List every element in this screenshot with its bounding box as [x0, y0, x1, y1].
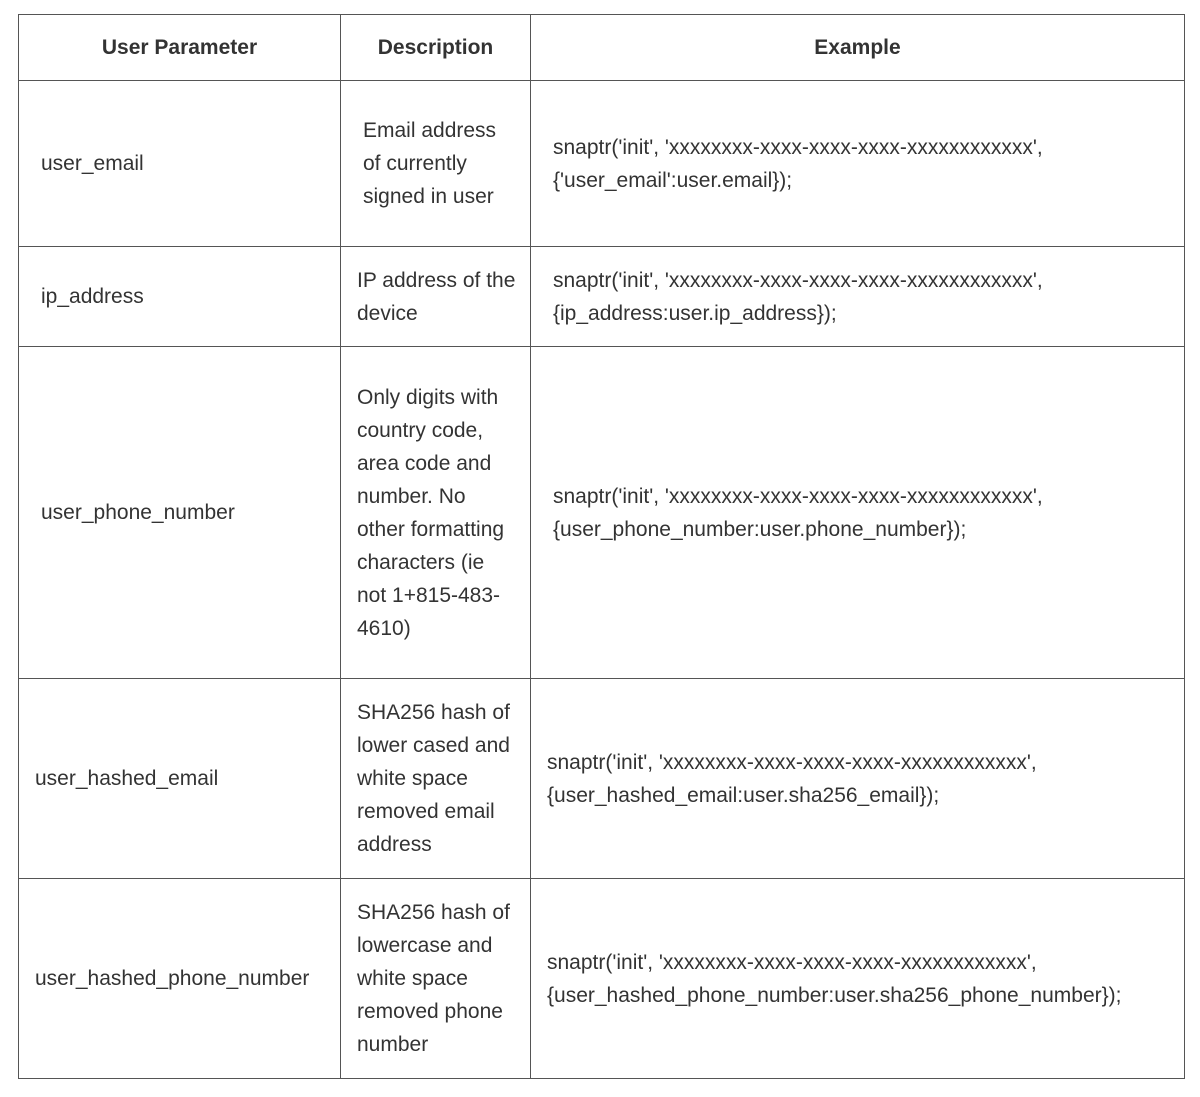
- example-line: snaptr('init', 'xxxxxxxx-xxxx-xxxx-xxxx-xxxxxxxxxxxx',: [547, 750, 1037, 774]
- example-line: {ip_address:user.ip_address});: [553, 301, 837, 325]
- example-line: snaptr('init', 'xxxxxxxx-xxxx-xxxx-xxxx-xxxxxxxxxxxx',: [553, 484, 1043, 508]
- param-example: [531, 81, 1185, 247]
- param-description: Email address of currently signed in user: [341, 81, 531, 247]
- example-line: snaptr('init', 'xxxxxxxx-xxxx-xxxx-xxxx-xxxxxxxxxxxx',: [547, 950, 1037, 974]
- example-line: {user_hashed_email:user.sha256_email});: [547, 783, 940, 807]
- param-name: user_hashed_phone_number: [19, 879, 341, 1079]
- table-row: [19, 247, 1185, 347]
- example-line: {user_hashed_phone_number:user.sha256_phone_number});: [547, 983, 1122, 1007]
- table-row: [19, 81, 1185, 247]
- example-line: snaptr('init', 'xxxxxxxx-xxxx-xxxx-xxxx-xxxxxxxxxxxx',: [553, 268, 1043, 292]
- param-description: SHA256 hash of lower cased and white space removed email address: [341, 679, 531, 879]
- param-description: IP address of the device: [341, 247, 531, 347]
- param-example: [531, 879, 1185, 1079]
- example-line: {'user_email':user.email});: [553, 168, 793, 192]
- param-name: ip_address: [19, 247, 341, 347]
- param-name: user_phone_number: [19, 347, 341, 679]
- user-parameters-table: [18, 14, 1185, 1079]
- table-header-row: [19, 15, 1185, 81]
- header-example: Example: [531, 15, 1185, 81]
- header-user-parameter: User Parameter: [19, 15, 341, 81]
- example-line: {user_phone_number:user.phone_number});: [553, 517, 967, 541]
- example-line: snaptr('init', 'xxxxxxxx-xxxx-xxxx-xxxx-xxxxxxxxxxxx',: [553, 135, 1043, 159]
- param-name: user_email: [19, 81, 341, 247]
- header-description: Description: [341, 15, 531, 81]
- param-example: [531, 347, 1185, 679]
- param-description: SHA256 hash of lowercase and white space removed phone number: [341, 879, 531, 1079]
- param-example: [531, 247, 1185, 347]
- param-example: [531, 679, 1185, 879]
- table-row: [19, 347, 1185, 679]
- table-row: [19, 679, 1185, 879]
- param-name: user_hashed_email: [19, 679, 341, 879]
- table-row: [19, 879, 1185, 1079]
- param-description: Only digits with country code, area code and number. No other formatting characters (ie not 1+815-483-4610): [341, 347, 531, 679]
